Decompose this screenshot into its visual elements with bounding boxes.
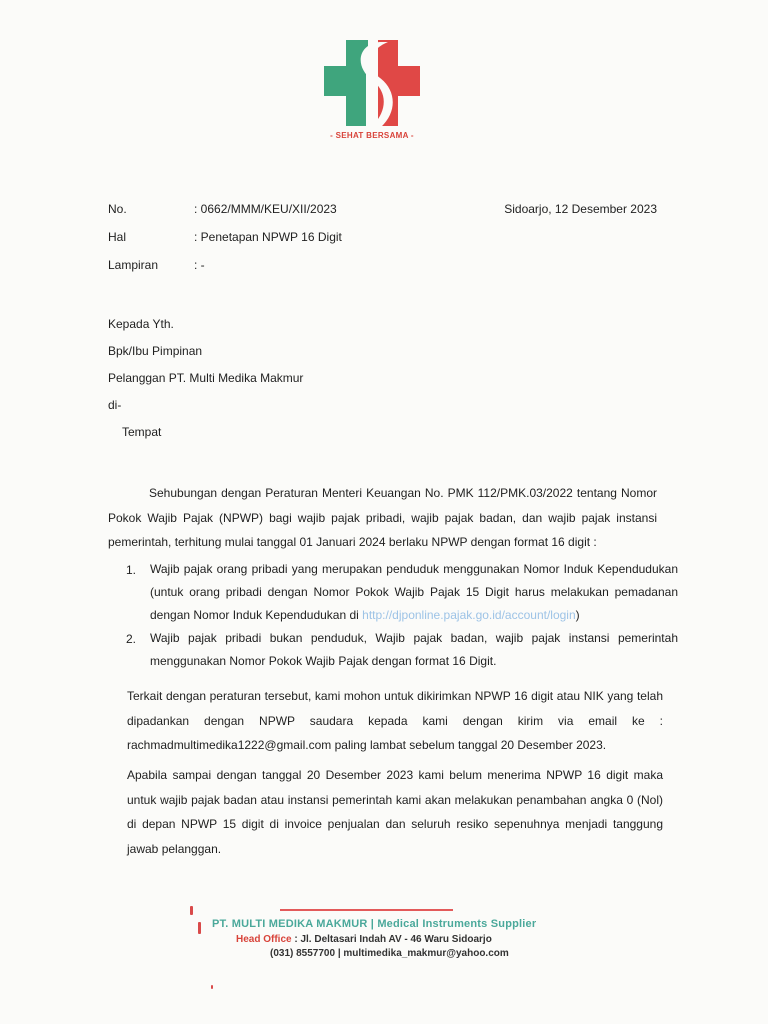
number-label: No.: [108, 202, 127, 216]
recipient-company: Pelanggan PT. Multi Medika Makmur: [108, 371, 304, 385]
list-item-1: [150, 558, 678, 627]
list-item-1-close: ): [575, 608, 580, 622]
subject-label: Hal: [108, 230, 127, 244]
recipient-greeting: Kepada Yth.: [108, 317, 174, 331]
footer-address: [236, 934, 492, 945]
footer-company: PT. MULTI MEDIKA MAKMUR | Medical Instruments Supplier: [212, 918, 537, 930]
list-item-1-text: Wajib pajak orang pribadi yang merupakan penduduk menggunakan Nomor Induk Kependudukan (untuk orang pribadi dengan Nomor Pokok Wajib Pajak 15 Digit harus melakukan pemadanan dengan Nomor Induk Kependudukan di: [150, 562, 678, 622]
logo-tagline: - SEHAT BERSAMA -: [330, 131, 414, 140]
attachment-value: : -: [194, 258, 205, 272]
footer-divider: [280, 909, 453, 911]
footer-office-label: Head Office: [236, 934, 292, 945]
recipient-place: Tempat: [122, 425, 162, 439]
list-item-2: Wajib pajak pribadi bukan penduduk, Wajib pajak badan, wajib pajak instansi pemerintah menggunakan Nomor Pokok Wajib Pajak dengan format 16 Digit.: [150, 631, 678, 668]
scan-speck: [198, 922, 201, 934]
number-value: : 0662/MMM/KEU/XII/2023: [194, 202, 337, 216]
footer-address-text: : Jl. Deltasari Indah AV - 46 Waru Sidoarjo: [291, 934, 492, 945]
djponline-link[interactable]: http://djponline.pajak.go.id/account/login: [362, 608, 576, 622]
recipient-di: di-: [108, 398, 122, 412]
intro-paragraph: Sehubungan dengan Peraturan Menteri Keuangan No. PMK 112/PMK.03/2022 tentang Nomor Pokok Wajib Pajak (NPWP) bagi wajib pajak pribadi, wajib pajak badan, dan wajib pajak instansi pemerintah, terhitung mulai tanggal 01 Januari 2024 berlaku NPWP dengan format 16 digit :: [108, 486, 657, 549]
place-date: Sidoarjo, 12 Desember 2023: [504, 202, 657, 216]
scan-speck: [211, 985, 213, 989]
request-paragraph: Terkait dengan peraturan tersebut, kami mohon untuk dikirimkan NPWP 16 digit atau NIK yang telah dipadankan dengan NPWP saudara kepada kami dengan kirim via email ke : rachmadmultimedika1222@gmail.com paling lambat sebelum tanggal 20 Desember 2023.: [127, 689, 663, 752]
closing-paragraph: Apabila sampai dengan tanggal 20 Desember 2023 kami belum menerima NPWP 16 digit maka untuk wajib pajak badan atau instansi pemerintah kami akan melakukan penambahan angka 0 (Nol) di depan NPWP 15 digit di invoice penjualan dan seluruh resiko sepenuhnya menjadi tanggung jawab pelanggan.: [127, 768, 663, 856]
scan-speck: [190, 906, 193, 915]
subject-value: : Penetapan NPWP 16 Digit: [194, 230, 342, 244]
company-logo: [322, 36, 422, 132]
footer-contact: (031) 8557700 | multimedika_makmur@yahoo.com: [270, 948, 509, 959]
list-number-1: 1.: [126, 563, 137, 577]
recipient-title: Bpk/Ibu Pimpinan: [108, 344, 203, 358]
attachment-label: Lampiran: [108, 258, 159, 272]
list-number-2: 2.: [126, 632, 137, 646]
